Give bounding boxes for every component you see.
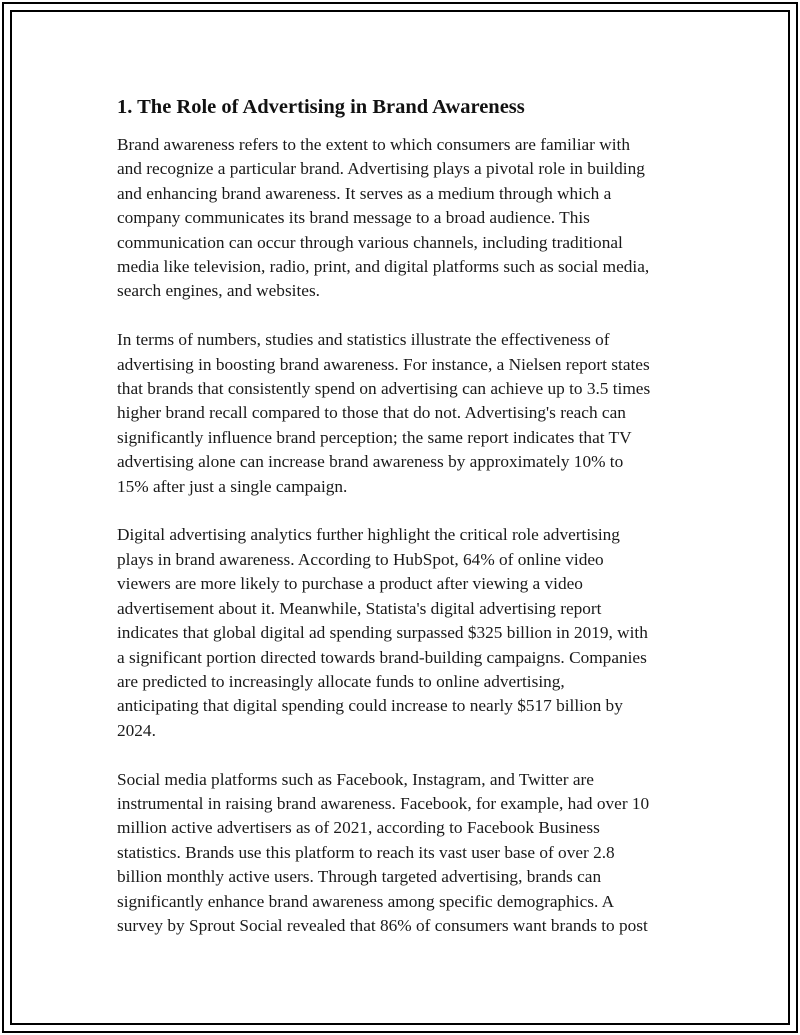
paragraph-statistics: In terms of numbers, studies and statistics illustrate the effectiveness of advertising in boosting brand awareness. For instance, a Nielsen report states that brands that consistently spend on advertising can achieve up to 3.5 times higher brand recall compared to those that do not. Advertising's reach can significantly influence brand perception; the same report indicates that TV advertising alone can increase brand awareness by approximately 10% to 15% after just a single campaign. (117, 330, 651, 496)
document-content (117, 94, 697, 963)
paragraph-digital-analytics: Digital advertising analytics further highlight the critical role advertising plays in brand awareness. According to HubSpot, 64% of online video viewers are more likely to purchase a product after viewing a video advertisement about it. Meanwhile, Statista's digital advertising report indicates that global digital ad spending surpassed $325 billion in 2019, with a significant portion directed towards brand-building campaigns. Companies are predicted to increasingly allocate funds to online advertising, anticipating that digital spending could increase to nearly $517 billion by 2024. (117, 525, 648, 740)
paragraph-social-media: Social media platforms such as Facebook, Instagram, and Twitter are instrumental in raising brand awareness. Facebook, for example, had over 10 million active advertisers as of 2021, according to Facebook Business statistics. Brands use this platform to reach its vast user base of over 2.8 billion monthly active users. Through targeted advertising, brands can significantly enhance brand awareness among specific demographics. A survey by Sprout Social revealed that 86% of consumers want brands to post (117, 769, 650, 935)
paragraph-brand-awareness: Brand awareness refers to the extent to which consumers are familiar with and recognize a particular brand. Advertising plays a pivotal role in building and enhancing brand awareness. It serves as a medium through which a company communicates its brand message to a broad audience. This communication can occur through various channels, including traditional media like television, radio, print, and digital platforms such as social media, search engines, and websites. (117, 135, 650, 301)
section-heading: 1. The Role of Advertising in Brand Awareness (117, 96, 525, 118)
